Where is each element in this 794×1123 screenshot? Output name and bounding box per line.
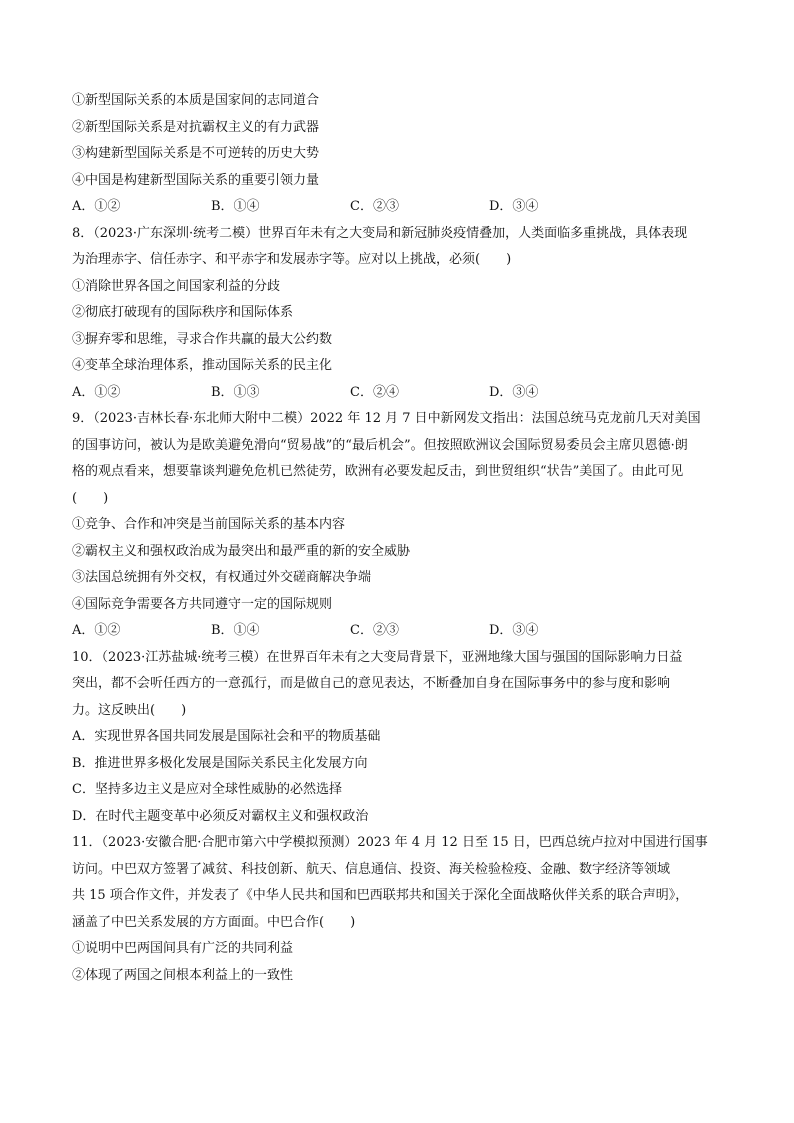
q11-stem-line-4: 涵盖了中巴关系发展的方方面面。中巴合作( ) (72, 914, 356, 930)
q10-option-a: A．实现世界各国共同发展是国际社会和平的物质基础 (72, 729, 381, 744)
q9-stem-line-2: 的国事访问，被认为是欧美避免滑向“贸易战”的“最后机会”。但按照欧洲议会国际贸易委员会主席贝恩德·朗 (72, 437, 688, 453)
q8-choice-c: C．②④ (350, 384, 399, 400)
question-11 (72, 830, 732, 989)
q7-choices (72, 194, 732, 221)
question-9 (72, 406, 732, 645)
q7-choice-c: C．②③ (350, 199, 399, 214)
q8-option-2: ②彻底打破现有的国际秩序和国际体系 (72, 305, 294, 320)
q11-stem-line-1: 11．（2023·安徽合肥·合肥市第六中学模拟预测）2023 年 4 月 12 日至 15 日，巴西总统卢拉对中国进行国事 (72, 835, 708, 850)
q8-stem-line-1: 8．（2023·广东深圳·统考二模）世界百年未有之大变局和新冠肺炎疫情叠加，人类面临多重挑战，具体表现 (72, 225, 688, 241)
q7-choice-d: D．③④ (489, 199, 539, 214)
q10-stem-line-1: 10．（2023·江苏盐城·统考三模）在世界百年未有之大变局背景下，亚洲地缘大国与强国的国际影响力日益 (72, 649, 683, 665)
question-8 (72, 221, 732, 407)
q10-option-c: C．坚持多边主义是应对全球性威胁的必然选择 (72, 782, 342, 797)
q9-choice-c: C．②③ (350, 623, 399, 638)
q9-choice-a: A．①② (72, 623, 121, 638)
q9-choice-b: B．①④ (211, 623, 260, 638)
q9-stem-line-4: ( ) (72, 490, 109, 506)
q11-option-2: ②体现了两国之间根本利益上的一致性 (72, 967, 294, 983)
q9-option-3: ③法国总统拥有外交权，有权通过外交磋商解决争端 (72, 570, 372, 585)
q9-stem-line-1: 9．（2023·吉林长春·东北师大附中二模）2022 年 12 月 7 日中新网发文指出：法国总统马克龙前几天对美国 (72, 411, 701, 426)
document-page (72, 88, 732, 989)
question-10 (72, 645, 732, 831)
q10-stem-line-2: 突出，都不会听任西方的一意孤行，而是做自己的意见表达，不断叠加自身在国际事务中的参与度和影响 (72, 676, 671, 691)
q9-option-1: ①竞争、合作和冲突是当前国际关系的基本内容 (72, 517, 346, 532)
q8-option-4: ④变革全球治理体系，推动国际关系的民主化 (72, 358, 333, 373)
question-7 (72, 88, 732, 221)
q7-choice-a: A．①② (72, 199, 121, 214)
q9-choices (72, 618, 732, 645)
q11-stem-line-2: 访问。中巴双方签署了减贫、科技创新、航天、信息通信、投资、海关检验检疫、金融、数字经济等领域 (72, 861, 671, 877)
q10-option-d: D．在时代主题变革中必须反对霸权主义和强权政治 (72, 808, 369, 824)
q8-stem-line-2: 为治理赤字、信任赤字、和平赤字和发展赤字等。应对以上挑战，必须( ) (72, 252, 512, 267)
q11-stem-line-3: 共 15 项合作文件，并发表了《中华人民共和国和巴西联邦共和国关于深化全面战略伙伴关系的联合声明》， (72, 888, 689, 903)
q9-option-4: ④国际竞争需要各方共同遵守一定的国际规则 (72, 596, 333, 612)
q8-option-3: ③摒弃零和思维，寻求合作共赢的最大公约数 (72, 331, 333, 347)
q7-option-3: ③构建新型国际关系是不可逆转的历史大势 (72, 146, 320, 161)
q7-option-4: ④中国是构建新型国际关系的重要引领力量 (72, 172, 320, 188)
q9-stem-line-3: 格的观点看来，想要靠谈判避免危机已然徒劳，欧洲有必要发起反击，到世贸组织“状告”美国了。由此可见 (72, 464, 684, 479)
q9-choice-d: D．③④ (489, 623, 539, 638)
q11-option-1: ①说明中巴两国间具有广泛的共同利益 (72, 941, 294, 956)
q7-choice-b: B．①④ (211, 199, 260, 214)
q8-choice-b: B．①③ (211, 384, 260, 400)
q8-choice-a: A．①② (72, 384, 121, 400)
q7-option-1: ①新型国际关系的本质是国家间的志同道合 (72, 93, 320, 108)
q10-stem-line-3: 力。这反映出( ) (72, 702, 187, 718)
q9-option-2: ②霸权主义和强权政治成为最突出和最严重的新的安全威胁 (72, 543, 411, 559)
q8-choice-d: D．③④ (489, 384, 539, 400)
q8-choices (72, 380, 732, 407)
q7-option-2: ②新型国际关系是对抗霸权主义的有力武器 (72, 119, 320, 135)
q8-option-1: ①消除世界各国之间国家利益的分歧 (72, 278, 281, 294)
q10-option-b: B．推进世界多极化发展是国际关系民主化发展方向 (72, 755, 368, 771)
